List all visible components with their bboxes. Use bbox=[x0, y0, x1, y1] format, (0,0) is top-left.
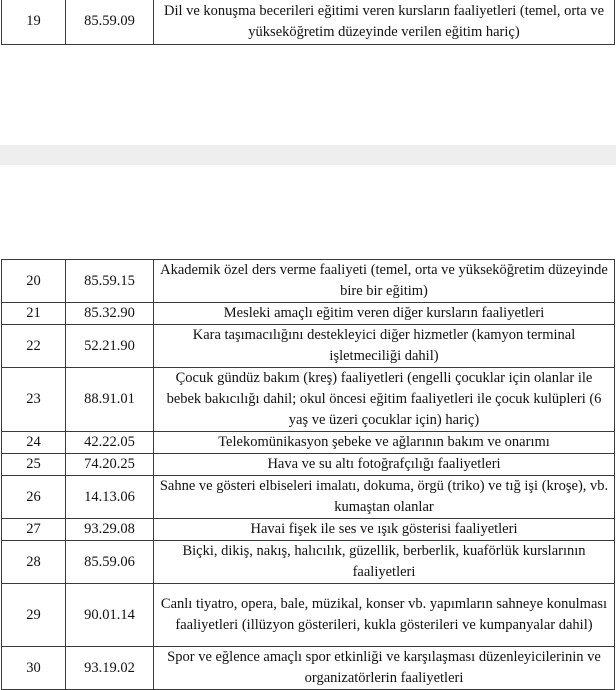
row-number-cell: 20 bbox=[2, 260, 66, 303]
row-number-cell: 24 bbox=[2, 432, 66, 454]
activity-code-cell: 93.19.02 bbox=[66, 647, 154, 690]
table-row bbox=[2, 260, 615, 303]
row-number-cell: 23 bbox=[2, 368, 66, 432]
activity-code-cell: 42.22.05 bbox=[66, 432, 154, 454]
activity-description-cell: Hava ve su altı fotoğrafçılığı faaliyetleri bbox=[154, 454, 615, 476]
table-row bbox=[2, 454, 615, 476]
row-number-cell: 27 bbox=[2, 519, 66, 541]
activity-description-cell: Telekomünikasyon şebeke ve ağlarının bakım ve onarımı bbox=[154, 432, 615, 454]
activity-code-cell: 85.32.90 bbox=[66, 303, 154, 325]
row-number-cell: 29 bbox=[2, 584, 66, 647]
table-row bbox=[2, 432, 615, 454]
table-row bbox=[2, 0, 615, 45]
row-number-cell: 21 bbox=[2, 303, 66, 325]
activity-code-cell: 88.91.01 bbox=[66, 368, 154, 432]
table-row bbox=[2, 368, 615, 432]
activity-code-cell: 85.59.09 bbox=[66, 0, 154, 45]
activity-description-cell: Akademik özel ders verme faaliyeti (temel, orta ve yükseköğretim düzeyinde bire bir eğitim) bbox=[154, 260, 615, 303]
table-row bbox=[2, 303, 615, 325]
activity-description-cell: Dil ve konuşma becerileri eğitimi veren kursların faaliyetleri (temel, orta ve yükseköğretim düzeyinde verilen eğitim hariç) bbox=[154, 0, 615, 45]
activity-code-cell: 90.01.14 bbox=[66, 584, 154, 647]
activity-code-cell: 85.59.15 bbox=[66, 260, 154, 303]
activity-description-cell: Çocuk gündüz bakım (kreş) faaliyetleri (engelli çocuklar için olanlar ile bebek bakıcılığı dahil; okul öncesi eğitim faaliyetleri ile çocuk kulüpleri (6 yaş ve üzeri çocuklar için) hariç) bbox=[154, 368, 615, 432]
table-row bbox=[2, 584, 615, 647]
activity-code-cell: 52.21.90 bbox=[66, 325, 154, 368]
row-number-cell: 28 bbox=[2, 541, 66, 584]
activity-code-cell: 14.13.06 bbox=[66, 476, 154, 519]
table-page-top bbox=[1, 0, 615, 45]
activity-code-cell: 85.59.06 bbox=[66, 541, 154, 584]
activity-code-cell: 93.29.08 bbox=[66, 519, 154, 541]
table-row bbox=[2, 519, 615, 541]
activity-code-cell: 74.20.25 bbox=[66, 454, 154, 476]
page-gap bbox=[0, 145, 616, 165]
activity-description-cell: Sahne ve gösteri elbiseleri imalatı, dokuma, örgü (triko) ve tığ işi (kroşe), vb. kumaştan olanlar bbox=[154, 476, 615, 519]
activity-description-cell: Havai fişek ile ses ve ışık gösterisi faaliyetleri bbox=[154, 519, 615, 541]
activity-description-cell: Spor ve eğlence amaçlı spor etkinliği ve karşılaşması düzenleyicilerinin ve organizatörlerin faaliyetleri bbox=[154, 647, 615, 690]
activity-description-cell: Canlı tiyatro, opera, bale, müzikal, konser vb. yapımların sahneye konulması faaliyetleri (illüzyon gösterileri, kukla gösterileri ve kumpanyalar dahil) bbox=[154, 584, 615, 647]
row-number-cell: 19 bbox=[2, 0, 66, 45]
table-row bbox=[2, 541, 615, 584]
table-row bbox=[2, 476, 615, 519]
row-number-cell: 22 bbox=[2, 325, 66, 368]
table-page-bottom bbox=[1, 259, 615, 690]
table-row bbox=[2, 647, 615, 690]
row-number-cell: 26 bbox=[2, 476, 66, 519]
activity-description-cell: Biçki, dikiş, nakış, halıcılık, güzellik, berberlik, kuaförlük kurslarının faaliyetleri bbox=[154, 541, 615, 584]
row-number-cell: 30 bbox=[2, 647, 66, 690]
activity-description-cell: Kara taşımacılığını destekleyici diğer hizmetler (kamyon terminal işletmeciliği dahil) bbox=[154, 325, 615, 368]
table-body-top bbox=[2, 0, 615, 45]
table-body-bottom bbox=[2, 260, 615, 690]
activity-description-cell: Mesleki amaçlı eğitim veren diğer kursların faaliyetleri bbox=[154, 303, 615, 325]
row-number-cell: 25 bbox=[2, 454, 66, 476]
table-row bbox=[2, 325, 615, 368]
